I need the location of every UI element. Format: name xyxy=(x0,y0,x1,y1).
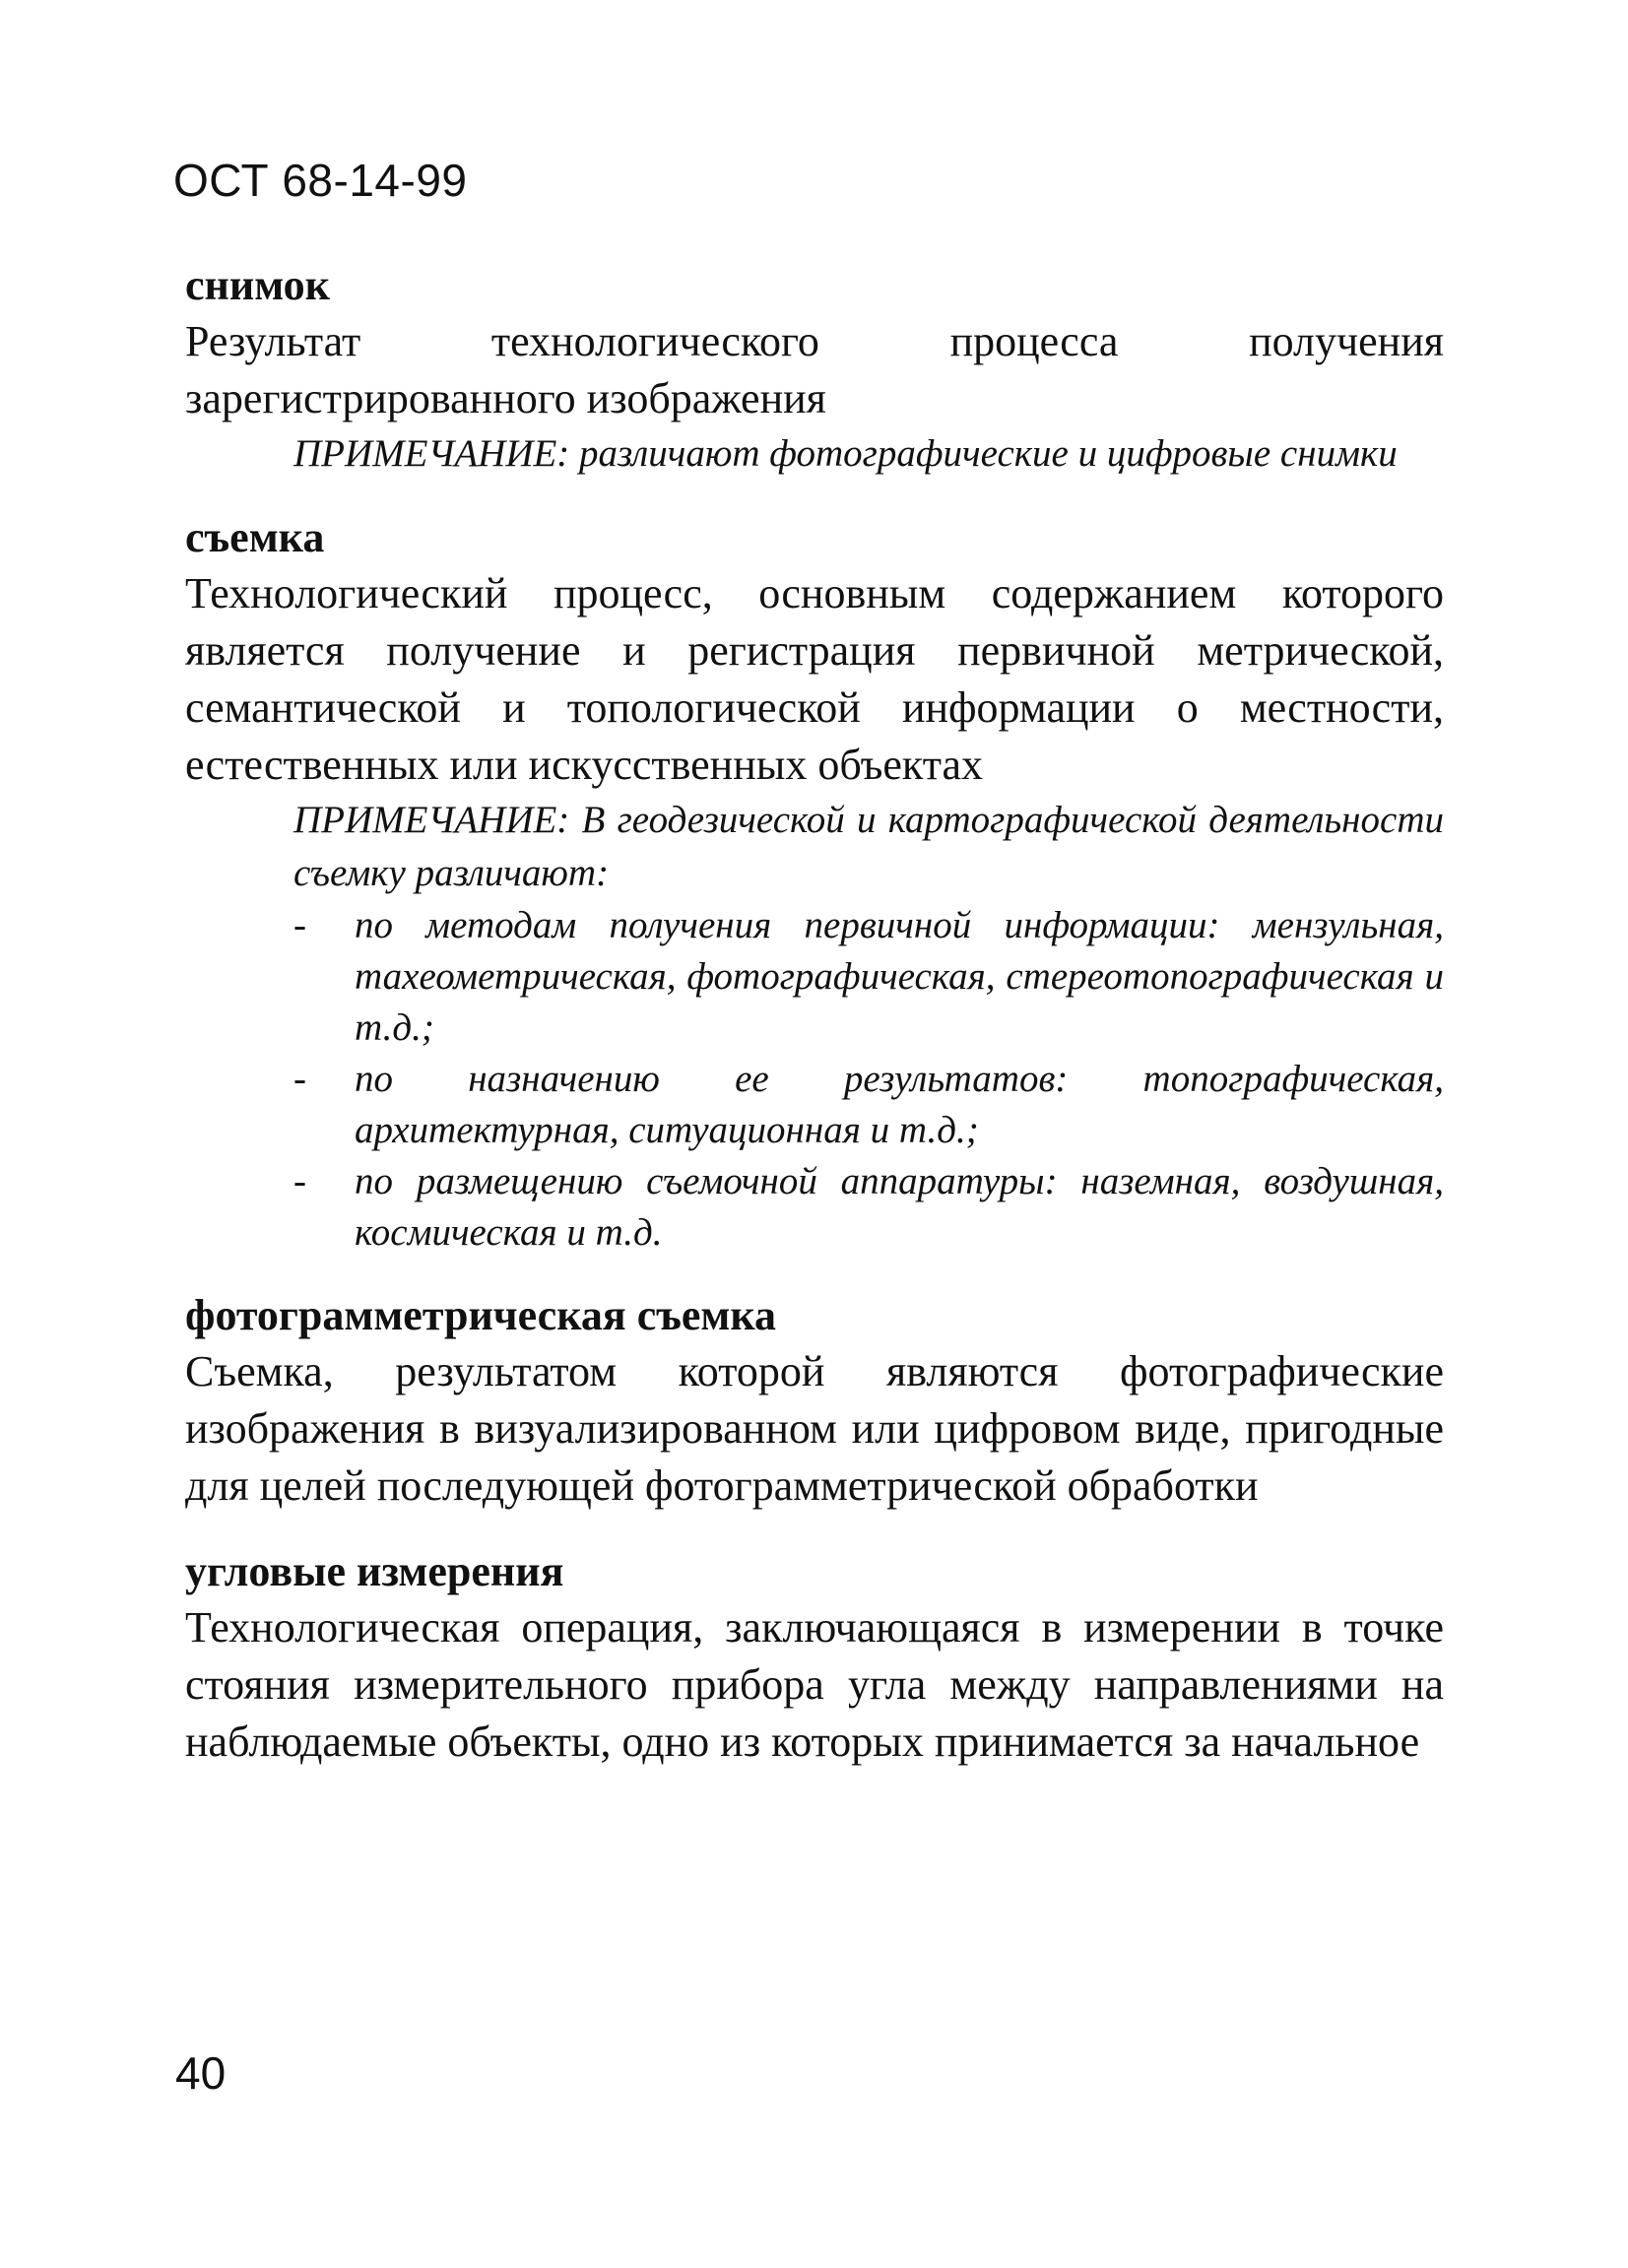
note-list-item-text: по назначению ее результатов: топографическая, архитектурная, ситуационная и т.д.; xyxy=(355,1058,1444,1151)
term-note: ПРИМЕЧАНИЕ: различают фотографические и цифровые снимки xyxy=(293,432,1398,475)
note-list-item-text: по методам получения первичной информации: мензульная, тахеометрическая, фотографическая, стереотопографическая и т.д.; xyxy=(355,904,1444,1049)
dash-marker: - xyxy=(293,904,306,946)
term-heading: угловые измерения xyxy=(185,1547,564,1595)
note-list-item-text: по размещению съемочной аппаратуры: наземная, воздушная, космическая и т.д. xyxy=(355,1160,1444,1254)
term-definition: Технологическая операция, заключающаяся в измерении в точке стояния измерительного прибора угла между направлениями на наблюдаемые объекты, одно из которых принимается за начальное xyxy=(185,1603,1444,1766)
term-heading: снимок xyxy=(185,261,330,309)
dash-marker: - xyxy=(293,1058,306,1100)
term-note: ПРИМЕЧАНИЕ: В геодезической и картографической деятельности съемку различают: xyxy=(293,799,1444,894)
note-list xyxy=(293,900,1444,1259)
glossary-entry-photogrammetric-survey xyxy=(185,1288,1444,1515)
dash-marker: - xyxy=(293,1160,306,1202)
note-list-item xyxy=(293,1156,1444,1259)
term-definition: Результат технологического процесса получения зарегистрированного изображения xyxy=(185,317,1444,422)
note-list-item xyxy=(293,900,1444,1054)
standard-code-header: ОСТ 68-14-99 xyxy=(173,155,468,206)
term-heading: съемка xyxy=(185,513,325,561)
term-heading: фотограмметрическая съемка xyxy=(185,1291,777,1339)
term-definition: Съемка, результатом которой являются фотографические изображения в визуализированном или цифровом виде, пригодные для целей последующей фотограмметрической обработки xyxy=(185,1347,1444,1510)
term-definition: Технологический процесс, основным содержанием которого является получение и регистрация первичной метрической, семантической и топологической информации о местности, естественных или искусственных объектах xyxy=(185,569,1444,789)
note-list-item xyxy=(293,1054,1444,1156)
glossary-entry-semka xyxy=(185,510,1444,1259)
glossary-entry-snimok xyxy=(185,258,1444,481)
glossary-content xyxy=(185,258,1444,1800)
page-number: 40 xyxy=(175,2047,227,2099)
glossary-entry-angular-measurements xyxy=(185,1544,1444,1771)
